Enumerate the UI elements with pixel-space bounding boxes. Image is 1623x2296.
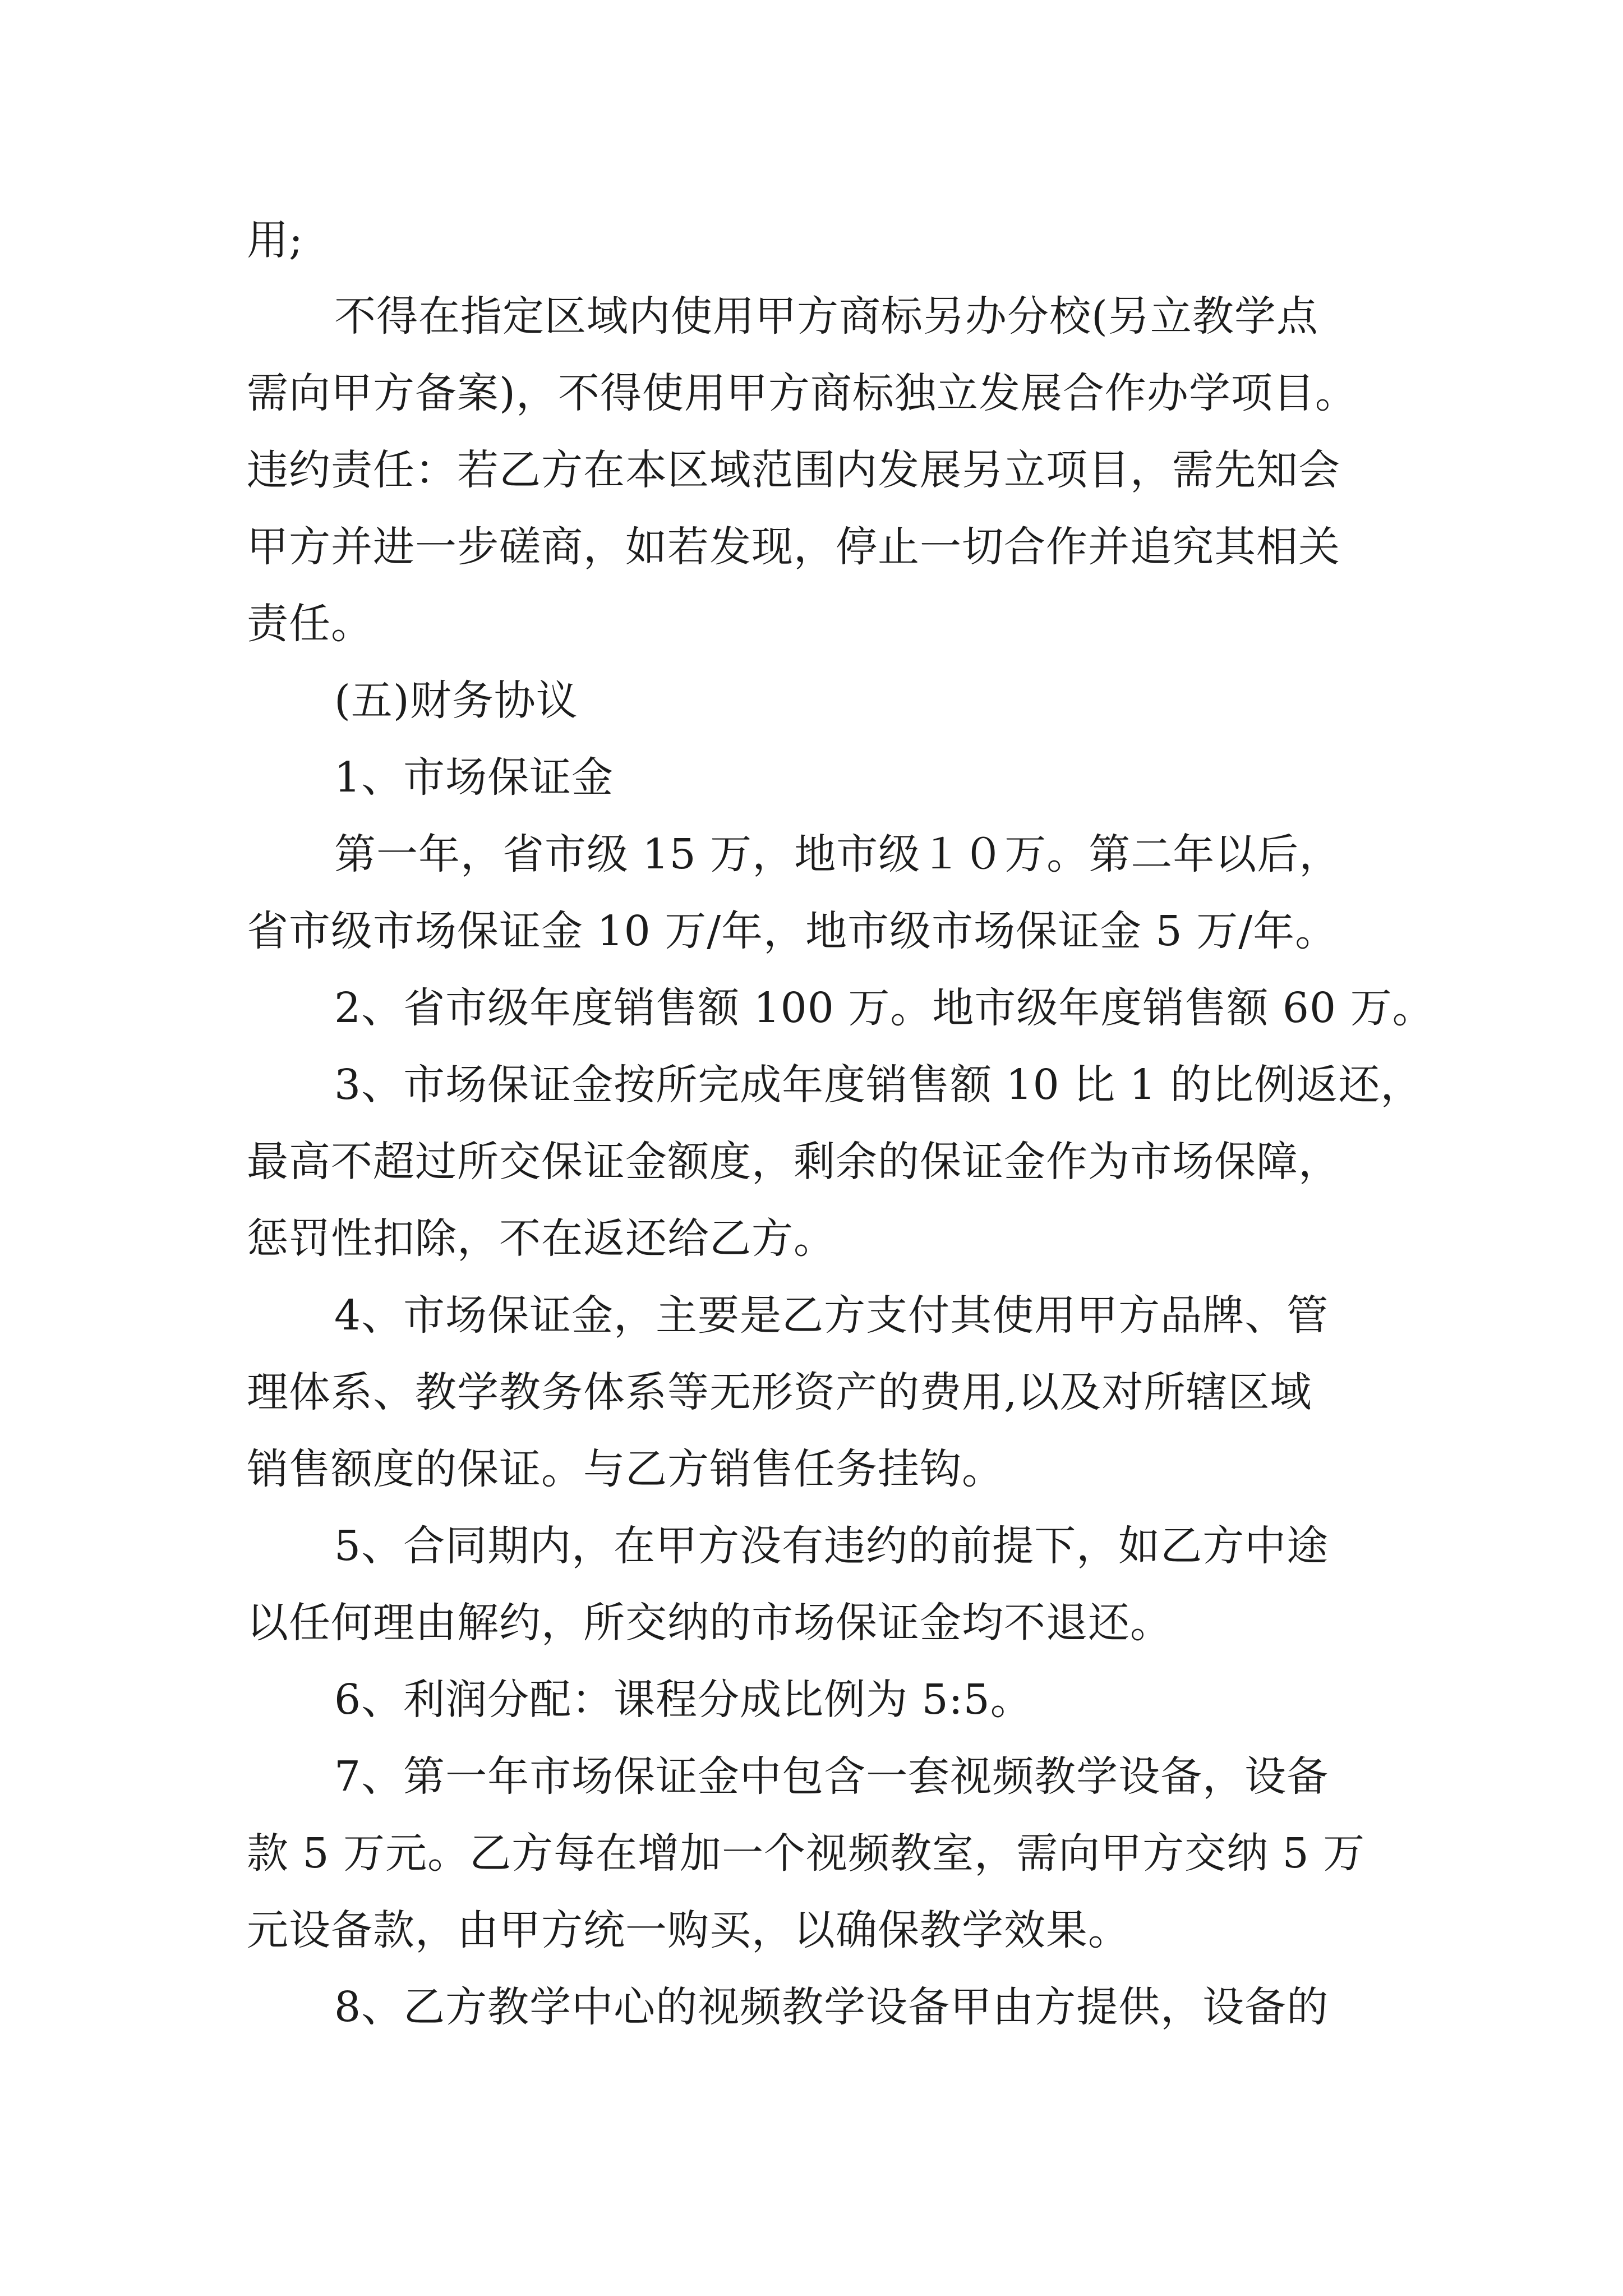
text-line: 销售额度的保证。与乙方销售任务挂钩。 (247, 1445, 1004, 1493)
text-line: 最高不超过所交保证金额度，剩余的保证金作为市场保障， (247, 1138, 1340, 1186)
text-line: 用; (247, 216, 303, 264)
text-line: 以任何理由解约，所交纳的市场保证金均不退还。 (247, 1599, 1172, 1647)
subsection-heading: 1、市场保证金 (334, 753, 614, 802)
text-line: 责任。 (247, 600, 373, 648)
section-heading: (五)财务协议 (334, 677, 578, 725)
text-line: 甲方并进一步磋商，如若发现，停止一切合作并追究其相关 (247, 523, 1340, 571)
text-line: 需向甲方备案)，不得使用甲方商标独立发展合作办学项目。 (247, 369, 1357, 417)
text-line: 2、省市级年度销售额 100 万。地市级年度销售额 60 万。 (334, 984, 1435, 1032)
text-line: 3、市场保证金按所完成年度销售额 10 比 1 的比例返还， (334, 1061, 1423, 1109)
text-line: 违约责任：若乙方在本区域范围内发展另立项目，需先知会 (247, 446, 1340, 494)
text-line: 元设备款，由甲方统一购买，以确保教学效果。 (247, 1906, 1130, 1954)
text-line: 8、乙方教学中心的视频教学设备甲由方提供，设备的 (334, 1983, 1329, 2031)
text-line: 理体系、教学教务体系等无形资产的费用,以及对所辖区域 (247, 1368, 1312, 1416)
text-line: 5、合同期内，在甲方没有违约的前提下，如乙方中途 (334, 1522, 1329, 1570)
text-line: 不得在指定区域内使用甲方商标另办分校(另立教学点 (334, 292, 1318, 341)
text-line: 4、市场保证金，主要是乙方支付其使用甲方品牌、管 (334, 1291, 1329, 1340)
text-line: 第一年，省市级 15 万，地市级１０万。第二年以后， (334, 830, 1341, 878)
text-line: 省市级市场保证金 10 万/年，地市级市场保证金 5 万/年。 (247, 907, 1338, 955)
text-line: 7、第一年市场保证金中包含一套视频教学设备，设备 (334, 1752, 1329, 1801)
text-line: 惩罚性扣除，不在返还给乙方。 (247, 1214, 836, 1263)
text-line: 款 5 万元。乙方每在增加一个视频教室，需向甲方交纳 5 万 (247, 1829, 1366, 1878)
text-line: 6、利润分配：课程分成比例为 5:5。 (334, 1676, 1032, 1724)
